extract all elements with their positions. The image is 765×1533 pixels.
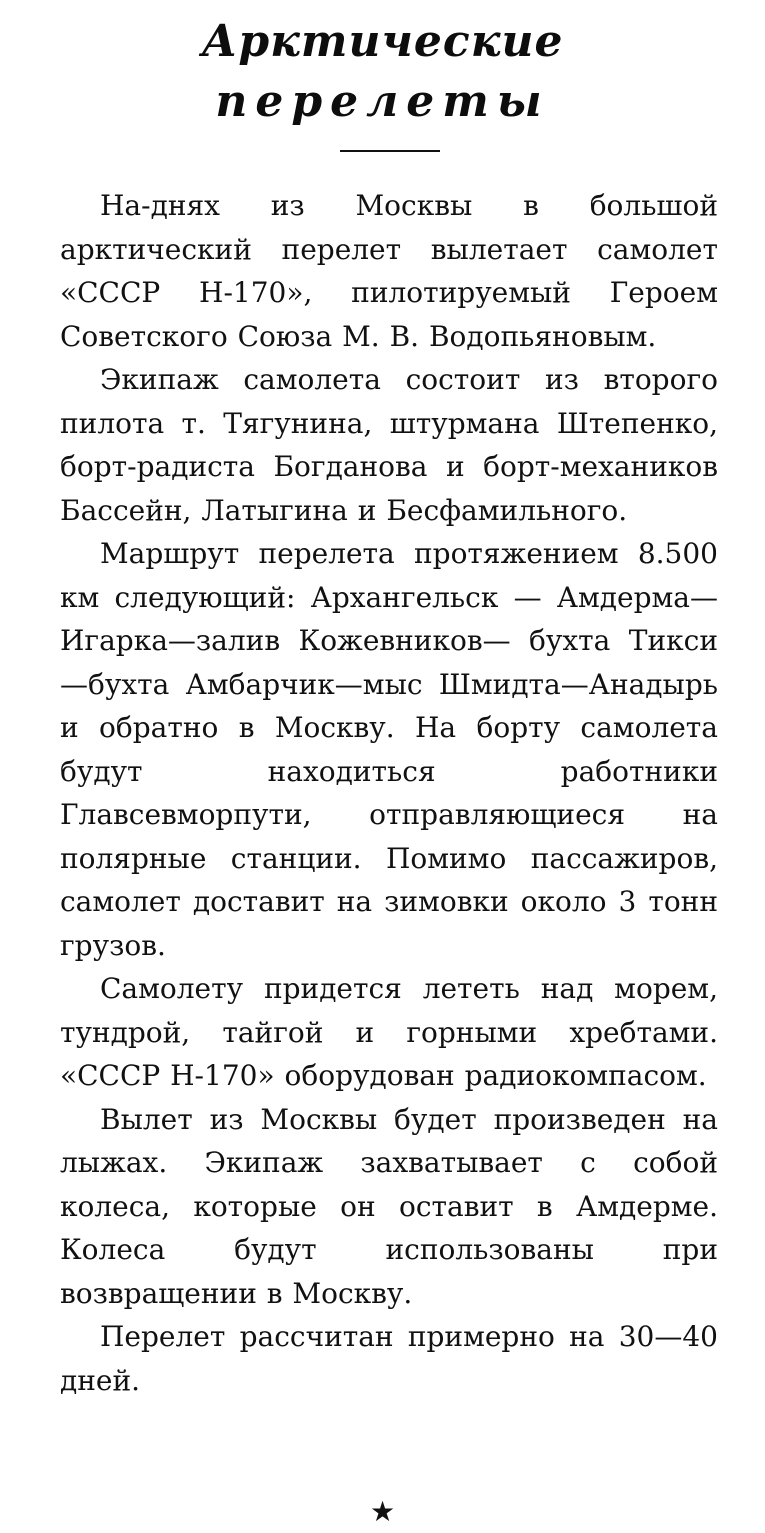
paragraph-announcement: На-днях из Москвы в большой арктический перелет вылетает самолет «СССР Н-170», пилотируемый Героем Советского Союза М. В. Водопьяновым. xyxy=(60,189,718,353)
paragraph-crew: Экипаж самолета состоит из второго пилота т. Тягунина, штурмана Штепенко, борт-радиста Богданова и борт-механиков Бассейн, Латыгина и Бесфамильного. xyxy=(60,363,718,527)
paragraph-route: Маршрут перелета протяжением 8.500 км следующий: Архангельск — Амдерма—Игарка—залив Кожевников— бухта Тикси—бухта Амбарчик—мыс Шмидта—Анадырь и обратно в Москву. На борту самолета будут находиться работники Главсевморпути, отправляющиеся на полярные станции. Помимо пассажиров, самолет доставит на зимовки около 3 тонн грузов. xyxy=(60,537,718,962)
paragraph-departure: Вылет из Москвы будет произведен на лыжах. Экипаж захватывает с собой колеса, которые он оставит в Амдерме. Колеса будут использованы при возвращении в Москву. xyxy=(60,1102,718,1310)
article-title-line-2: перелеты xyxy=(215,76,550,127)
article-body xyxy=(60,184,718,1402)
title-divider xyxy=(340,150,440,152)
article-title-line-1: Арктические xyxy=(201,16,564,67)
end-star-icon: ★ xyxy=(369,1495,396,1528)
paragraph-terrain: Самолету придется лететь над морем, тундрой, тайгой и горными хребтами. «СССР Н-170» оборудован радиокомпасом. xyxy=(60,972,718,1092)
paragraph-duration: Перелет рассчитан примерно на 30—40 дней. xyxy=(60,1320,718,1397)
